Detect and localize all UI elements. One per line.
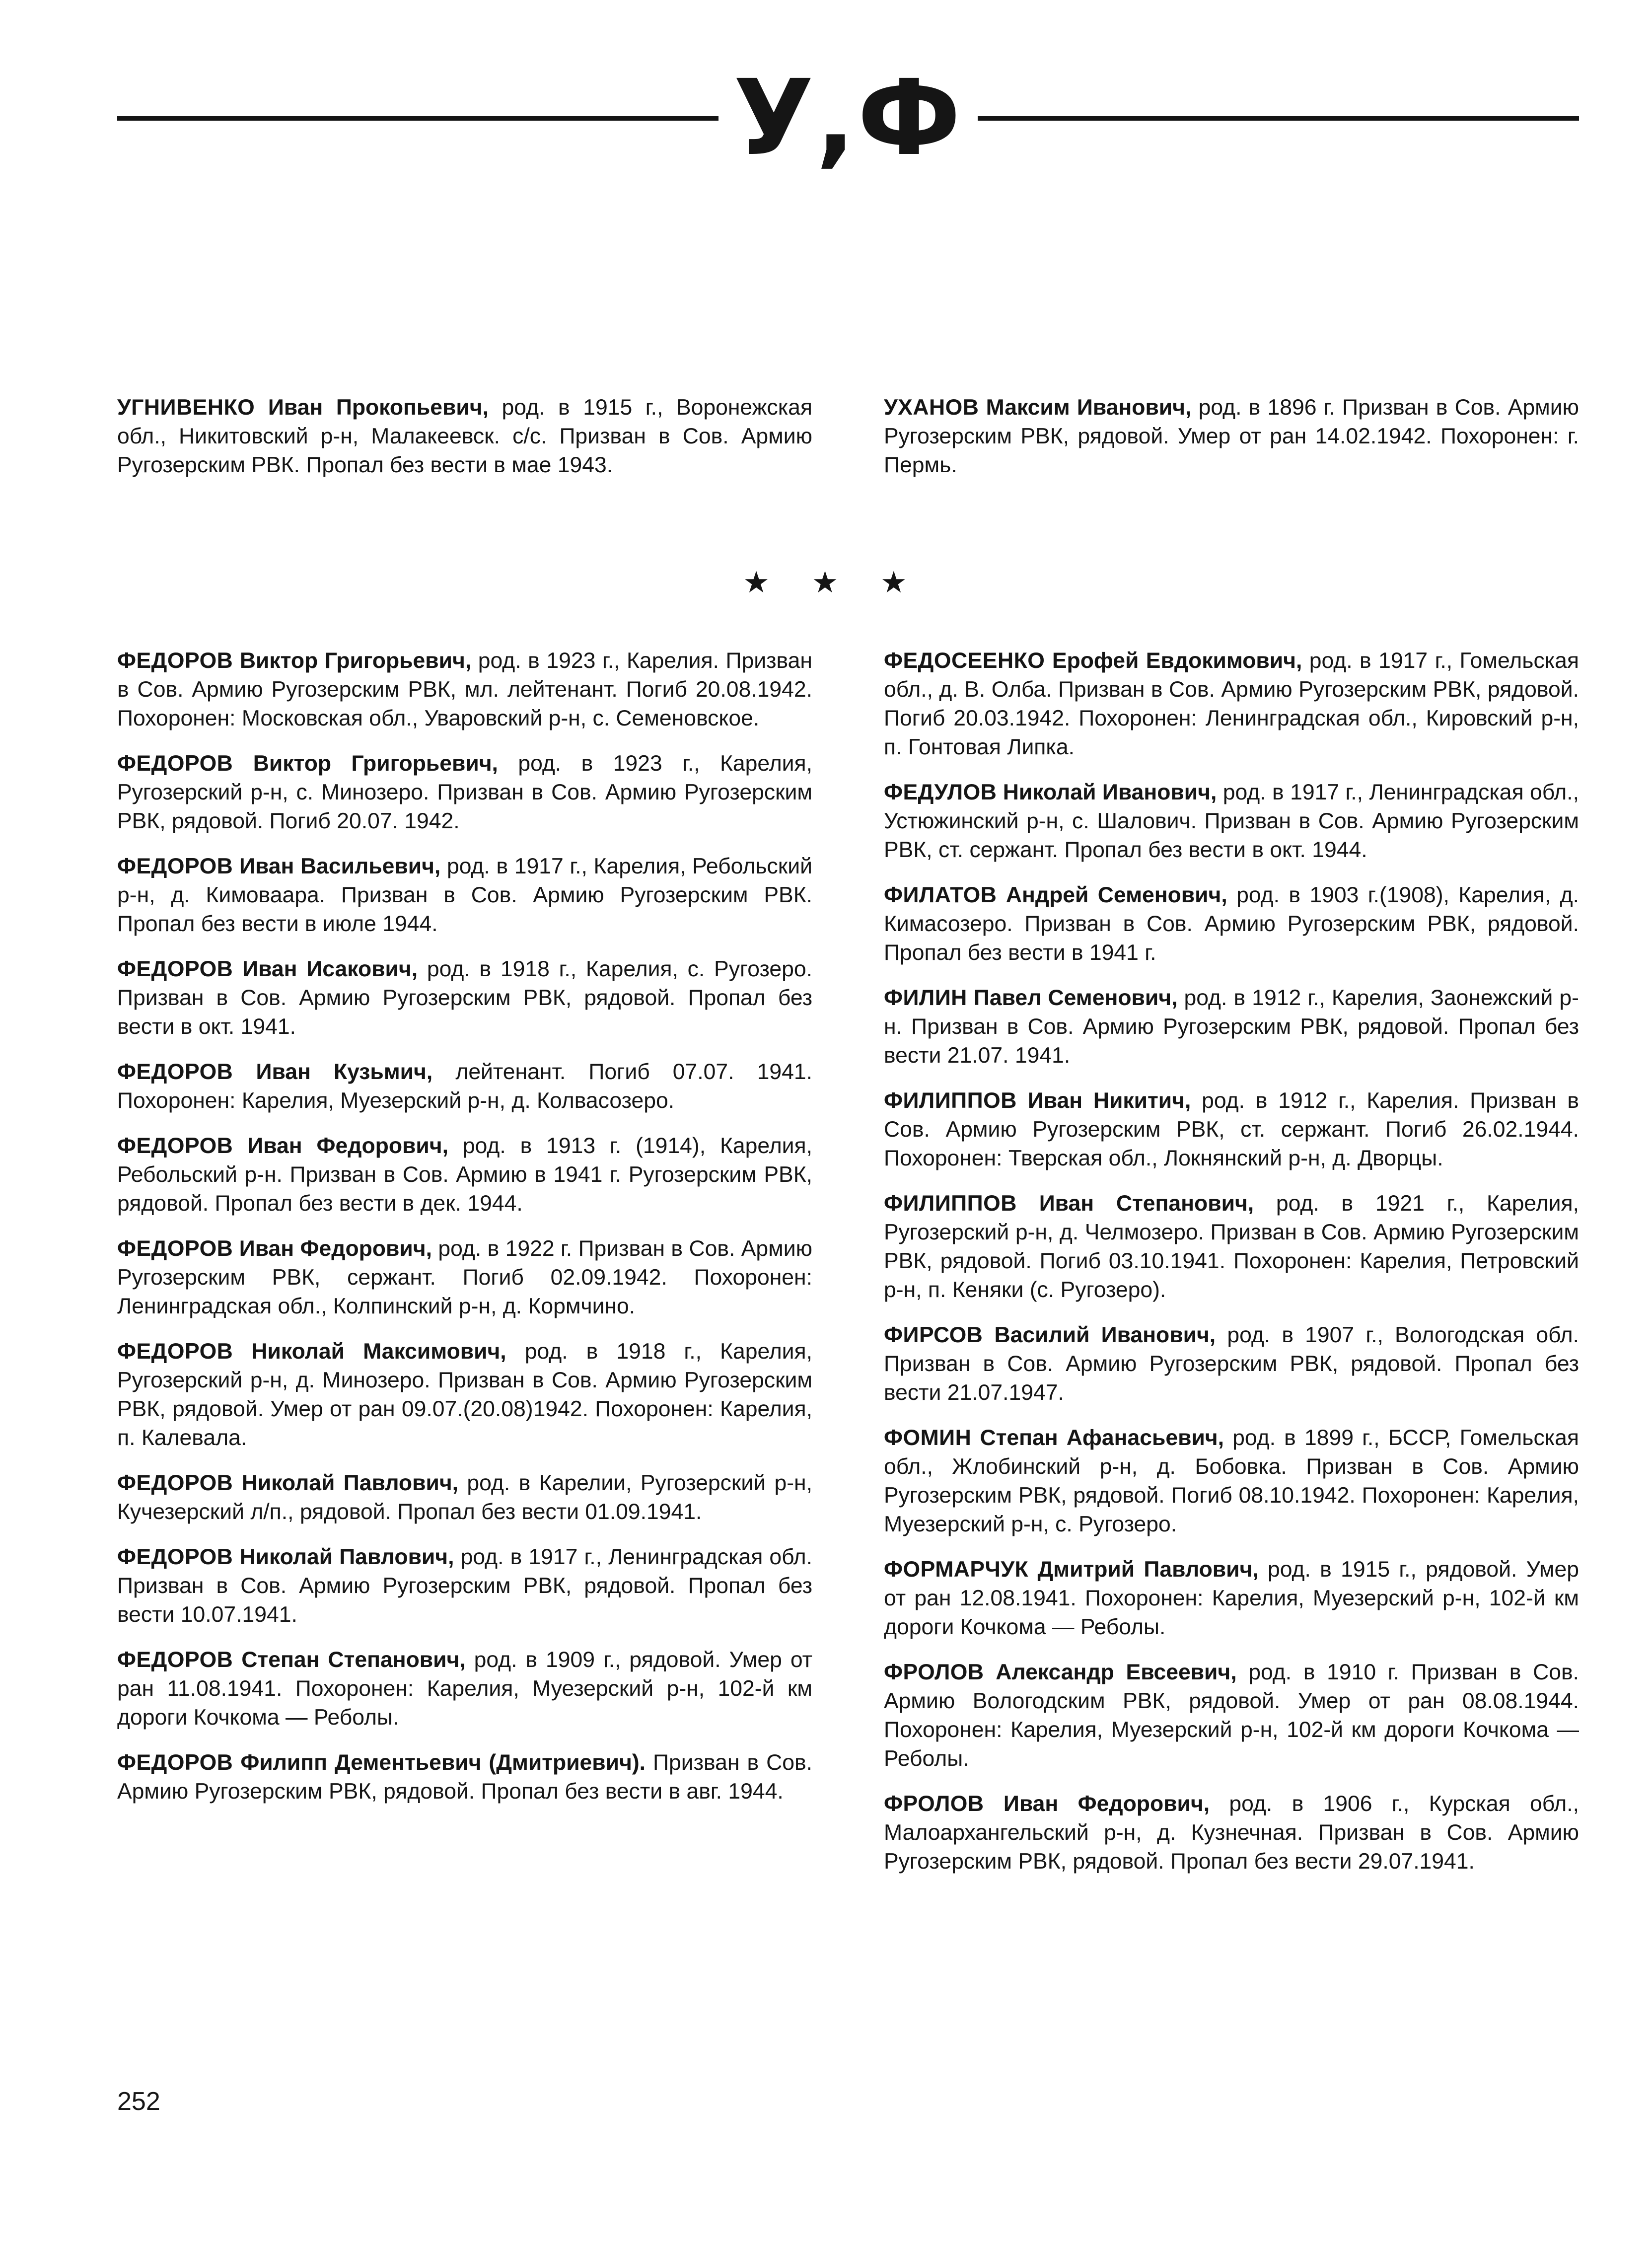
entry-details: род. в 1909 г., рядовой. Умер от ран 11.08.1941. Похоронен: Карелия, Муезерский р-н, 102-й км дороги Кочкома — Реболы. [117,1648,812,1730]
entry-details: род. в 1912 г., Карелия, Заонежский р-н. Призван в Сов. Армию Ругозерским РВК, рядовой. Пропал без вести 21.07. 1941. [884,986,1579,1068]
entry [117,1543,812,1629]
entry [117,852,812,939]
entry-given-name: Николай Павлович, [239,1545,454,1569]
entry-surname: ФЕДОРОВ [117,1750,233,1775]
entry [117,1646,812,1732]
entry-given-name: Иван Федорович, [239,1236,432,1261]
entry [117,1234,812,1321]
entry-given-name: Иван Федорович, [1003,1792,1210,1816]
entry-surname: ФЕДУЛОВ [884,780,997,804]
entry-given-name: Николай Павлович, [241,1471,459,1495]
entry-details: род. в 1918 г., Карелия, Ругозерский р-н, д. Минозеро. Призван в Сов. Армию Ругозерским РВК, рядовой. Умер от ран 09.07.(20.08)1942. Похоронен: Карелия, п. Калевала. [117,1339,812,1450]
entry-surname: УХАНОВ [884,395,979,420]
entry-details: род. в 1923 г., Карелия. Призван в Сов. Армию Ругозерским РВК, мл. лейтенант. Погиб 20.08.1942. Похоронен: Московская обл., Уваровский р-н, с. Семеновское. [117,649,812,730]
entry-given-name: Ерофей Евдокимович, [1052,649,1302,673]
page-number: 252 [117,2087,160,2116]
entry-surname: ФИЛИППОВ [884,1088,1017,1113]
entry-surname: ФЕДОРОВ [117,1648,233,1672]
entry [117,1058,812,1115]
entry [117,1469,812,1526]
entry-given-name: Иван Федорович, [247,1134,448,1158]
section-f-right-column [884,647,1579,1892]
entry [117,393,812,480]
entry [117,647,812,733]
entry [117,1748,812,1806]
entry-given-name: Иван Кузьмич, [256,1060,433,1084]
entry [884,1790,1579,1876]
entry-surname: УГНИВЕНКО [117,395,255,420]
entry-details: Призван в Сов. Армию Ругозерским РВК, рядовой. Пропал без вести в авг. 1944. [117,1750,812,1804]
entry-surname: ФЕДОРОВ [117,957,233,981]
entry-surname: ФРОЛОВ [884,1792,984,1816]
entry-given-name: Степан Афанасьевич, [980,1426,1224,1450]
entry [884,778,1579,865]
entry-surname: ФОМИН [884,1426,972,1450]
entry-given-name: Иван Никитич, [1027,1088,1191,1113]
entry [884,1086,1579,1173]
entry-given-name: Дмитрий Павлович, [1037,1557,1259,1582]
entry-surname: ФИЛИН [884,986,967,1010]
entry-given-name: Василий Иванович, [994,1323,1216,1347]
entry-details: род. в 1918 г., Карелия, с. Ругозеро. Призван в Сов. Армию Ругозерским РВК, рядовой. Пропал без вести в окт. 1941. [117,957,812,1039]
entry-details: лейтенант. Погиб 07.07. 1941. Похоронен: Карелия, Муезерский р-н, д. Колвасозеро. [117,1060,812,1113]
entry-given-name: Виктор Григорьевич, [239,649,472,673]
entry [884,984,1579,1070]
entry [884,647,1579,762]
entry-details: род. в 1921 г., Карелия, Ругозерский р-н, д. Челмозеро. Призван в Сов. Армию Ругозерским РВК, рядовой. Погиб 03.10.1941. Похоронен: Карелия, Петровский р-н, п. Кеняки (с. Ругозеро). [884,1191,1579,1302]
entry [117,749,812,836]
section-f-left-column [117,647,812,1822]
entry-surname: ФЕДОРОВ [117,1060,233,1084]
entry-given-name: Александр Евсеевич, [996,1660,1237,1684]
entry-given-name: Филипп Дементьевич (Дмитриевич). [240,1750,646,1775]
entry [884,1424,1579,1539]
entry [884,1658,1579,1773]
entry-surname: ФИРСОВ [884,1323,983,1347]
header-rule-left [117,116,718,121]
section-u-left-column [117,393,812,496]
entry-details: род. в 1912 г., Карелия. Призван в Сов. Армию Ругозерским РВК, ст. сержант. Погиб 26.02.1944. Похоронен: Тверская обл., Локнянский р-н, д. Дворцы. [884,1088,1579,1170]
entry-given-name: Иван Исакович, [242,957,418,981]
entry-surname: ФЕДОРОВ [117,854,233,878]
entry-details: род. в 1907 г., Вологодская обл. Призван в Сов. Армию Ругозерским РВК, рядовой. Пропал без вести 21.07.1947. [884,1323,1579,1405]
entry-details: род. в 1913 г. (1914), Карелия, Ребольский р-н. Призван в Сов. Армию в 1941 г. Ругозерским РВК, рядовой. Пропал без вести в дек. 1944. [117,1134,812,1216]
entry [117,955,812,1041]
entry-surname: ФИЛИППОВ [884,1191,1017,1216]
entry-details: род. в Карелии, Ругозерский р-н, Кучезерский л/п., рядовой. Пропал без вести 01.09.1941. [117,1471,812,1524]
entry-details: род. в 1917 г., Ленинградская обл., Устюжинский р-н, с. Шалович. Призван в Сов. Армию Ругозерским РВК, ст. сержант. Пропал без вести в окт. 1944. [884,780,1579,862]
entry [884,1555,1579,1642]
entry-details: род. в 1915 г., Воронежская обл., Никитовский р-н, Малакеевск. с/с. Призван в Сов. Армию Ругозерским РВК. Пропал без вести в мае 1943. [117,395,812,477]
entry-details: род. в 1917 г., Гомельская обл., д. В. Олба. Призван в Сов. Армию Ругозерским РВК, рядовой. Погиб 20.03.1942. Похоронен: Ленинградская обл., Кировский р-н, п. Гонтовая Липка. [884,649,1579,759]
entry-surname: ФЕДОРОВ [117,1545,233,1569]
entry-surname: ФРОЛОВ [884,1660,984,1684]
entry-given-name: Иван Степанович, [1039,1191,1254,1216]
entry-given-name: Иван Васильевич, [239,854,441,878]
section-header [117,57,1579,179]
entry-details: род. в 1923 г., Карелия, Ругозерский р-н, с. Минозеро. Призван в Сов. Армию Ругозерским РВК, рядовой. Погиб 20.07. 1942. [117,751,812,833]
entry-surname: ФЕДОРОВ [117,1339,233,1364]
entry-given-name: Николай Иванович, [1003,780,1217,804]
header-rule-right [978,116,1579,121]
entry-given-name: Иван Прокопьевич, [268,395,489,420]
entry-details: род. в 1917 г., Ленинградская обл. Призван в Сов. Армию Ругозерским РВК, рядовой. Пропал без вести 10.07.1941. [117,1545,812,1627]
section-divider-stars: ★ ★ ★ [743,566,924,599]
entry-details: род. в 1922 г. Призван в Сов. Армию Ругозерским РВК, сержант. Погиб 02.09.1942. Похоронен: Ленинградская обл., Колпинский р-н, д. Кормчино. [117,1236,812,1318]
entry [884,393,1579,480]
entry-surname: ФЕДОРОВ [117,1134,233,1158]
entry-surname: ФОРМАРЧУК [884,1557,1029,1582]
entry-details: род. в 1917 г., Карелия, Ребольский р-н, д. Кимоваара. Призван в Сов. Армию Ругозерским РВК. Пропал без вести в июле 1944. [117,854,812,936]
entry-surname: ФЕДОРОВ [117,751,233,776]
entry [884,1321,1579,1407]
entry-surname: ФИЛАТОВ [884,883,997,907]
entry [117,1337,812,1452]
entry-surname: ФЕДОРОВ [117,649,233,673]
entry-surname: ФЕДОРОВ [117,1236,233,1261]
entry [884,1189,1579,1304]
entry-details: род. в 1910 г. Призван в Сов. Армию Вологодским РВК, рядовой. Умер от ран 08.08.1944. Похоронен: Карелия, Муезерский р-н, 102-й км дороги Кочкома — Реболы. [884,1660,1579,1771]
entry-surname: ФЕДОСЕЕНКО [884,649,1045,673]
entry-details: род. в 1906 г., Курская обл., Малоархангельский р-н, д. Кузнечная. Призван в Сов. Армию Ругозерским РВК, рядовой. Пропал без вести 29.07.1941. [884,1792,1579,1874]
entry-given-name: Андрей Семенович, [1006,883,1227,907]
entry-surname: ФЕДОРОВ [117,1471,233,1495]
entry-details: род. в 1899 г., БССР, Гомельская обл., Жлобинский р-н, д. Бобовка. Призван в Сов. Армию Ругозерским РВК, рядовой. Погиб 08.10.1942. Похоронен: Карелия, Муезерский р-н, с. Ругозеро. [884,1426,1579,1536]
entry-details: род. в 1915 г., рядовой. Умер от ран 12.08.1941. Похоронен: Карелия, Муезерский р-н, 102-й км дороги Кочкома — Реболы. [884,1557,1579,1639]
section-u-right-column [884,393,1579,496]
entry-given-name: Максим Иванович, [986,395,1192,420]
entry-given-name: Павел Семенович, [973,986,1178,1010]
entry-details: род. в 1903 г.(1908), Карелия, д. Кимасозеро. Призван в Сов. Армию Ругозерским РВК, рядовой. Пропал без вести в 1941 г. [884,883,1579,965]
entry-details: род. в 1896 г. Призван в Сов. Армию Ругозерским РВК, рядовой. Умер от ран 14.02.1942. Похоронен: г. Пермь. [884,395,1579,477]
entry-given-name: Виктор Григорьевич, [253,751,498,776]
entry [117,1132,812,1218]
entry-given-name: Степан Степанович, [241,1648,466,1672]
section-letters: У,Ф [733,57,963,179]
entry [884,881,1579,967]
entry-given-name: Николай Максимович, [251,1339,506,1364]
